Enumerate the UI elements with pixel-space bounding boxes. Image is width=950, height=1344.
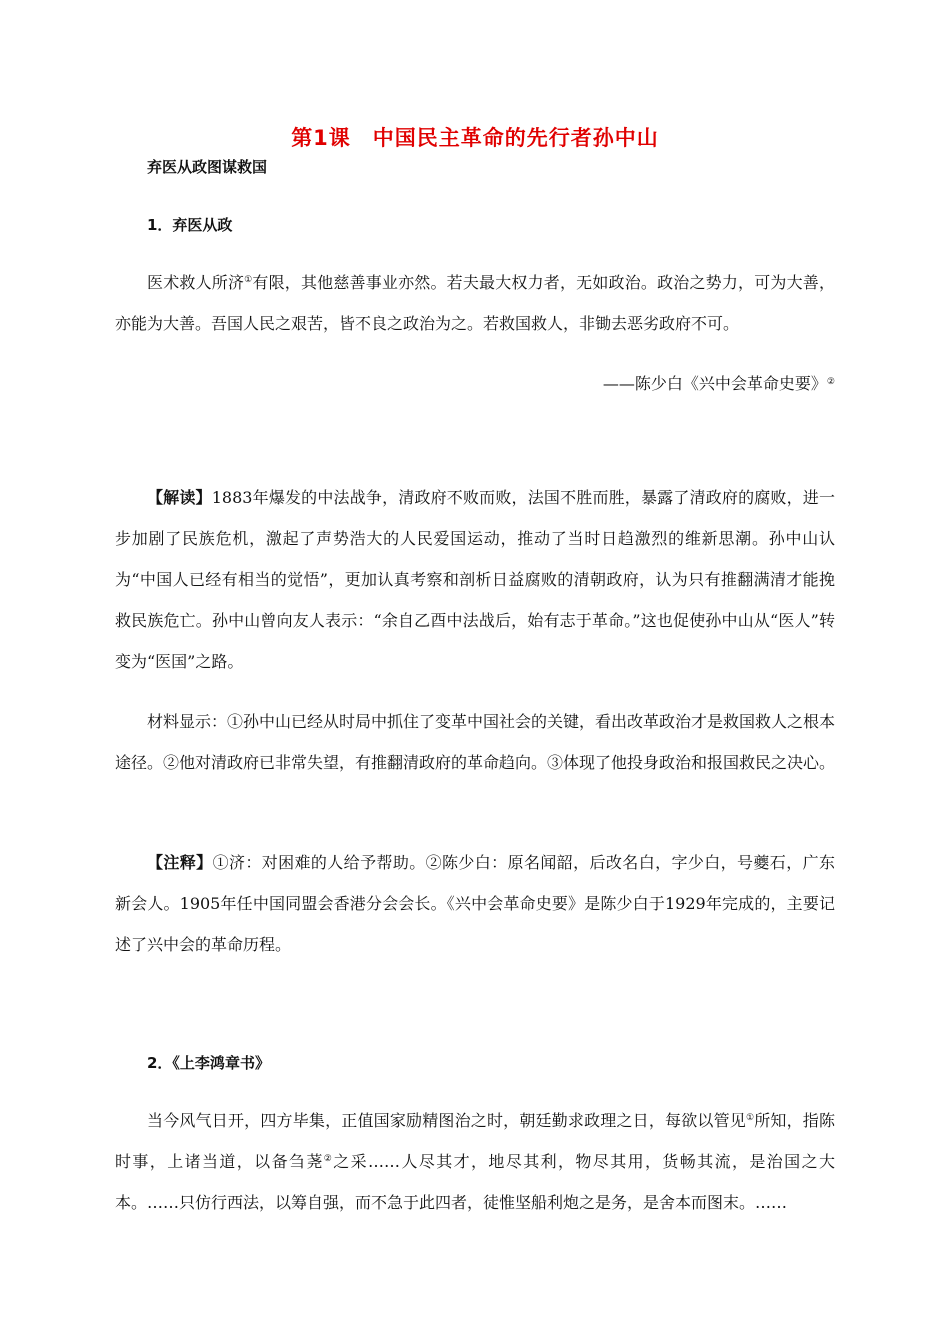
item2-quote-part-c: 之采……人尽其才，地尽其利，物尽其用，货畅其流，是治国之大本。……只仿行西法，以筹自强，而不急于此四者，徒惟坚船利炮之是务，是舍本而图末。…… xyxy=(115,1152,835,1212)
item1-attribution xyxy=(115,372,835,396)
item1-quote xyxy=(115,262,835,344)
item2-quote-part-b: 所知，指陈时事，上诸当道，以备刍荛 xyxy=(115,1111,835,1171)
notes-text: ①济：对困难的人给予帮助。②陈少白：原名闻韶，后改名白，字少白，号夔石，广东新会人。1905年任中国同盟会香港分会会长。《兴中会革命史要》是陈少白于1929年完成的，主要记述了兴中会的革命历程。 xyxy=(115,853,835,954)
item1-quote-part-b: 有限，其他慈善事业亦然。若夫最大权力者，无如政治。政治之势力，可为大善，亦能为大善。吾国人民之艰苦，皆不良之政治为之。若救国救人，非锄去恶劣政府不可。 xyxy=(115,273,835,333)
notes-tag: 【注释】 xyxy=(147,853,213,872)
item2-quote-part-a: 当今风气日开，四方毕集，正值国家励精图治之时，朝廷勤求政理之日，每欲以管见 xyxy=(147,1111,746,1130)
footnote-marker-2b: ② xyxy=(323,1154,334,1164)
item1-interpretation xyxy=(115,477,835,682)
item1-quote-part-a: 医术救人所济 xyxy=(147,273,245,292)
interpretation-text: 1883年爆发的中法战争，清政府不败而败，法国不胜而胜，暴露了清政府的腐败，进一步加剧了民族危机，激起了声势浩大的人民爱国运动，推动了当时日趋激烈的维新思潮。孙中山认为“中国人已经有相当的觉悟”，更加认真考察和剖析日益腐败的清朝政府，认为只有推翻满清才能挽救民族危亡。孙中山曾向友人表示：“余自乙酉中法战后，始有志于革命。”这也促使孙中山从“医人”转变为“医国”之路。 xyxy=(115,488,835,671)
footnote-marker-1b: ① xyxy=(745,1113,755,1123)
item2-quote xyxy=(115,1100,835,1223)
item1-notes xyxy=(115,842,835,965)
section-heading: 弃医从政图谋救国 xyxy=(147,158,268,176)
footnote-marker-2: ② xyxy=(826,377,835,387)
item1-heading: 1．弃医从政 xyxy=(147,216,233,234)
footnote-marker-1: ① xyxy=(244,275,253,285)
interpretation-tag: 【解读】 xyxy=(147,488,212,507)
attribution-text: ——陈少白《兴中会革命史要》 xyxy=(602,374,827,393)
lesson-title: 第1课 中国民主革命的先行者孙中山 xyxy=(291,126,659,150)
item2-heading: 2．《上李鸿章书》 xyxy=(147,1054,270,1072)
item1-material: 材料显示：①孙中山已经从时局中抓住了变革中国社会的关键，看出改革政治才是救国救人之根本途径。②他对清政府已非常失望，有推翻清政府的革命趋向。③体现了他投身政治和报国救民之决心。 xyxy=(115,712,836,772)
